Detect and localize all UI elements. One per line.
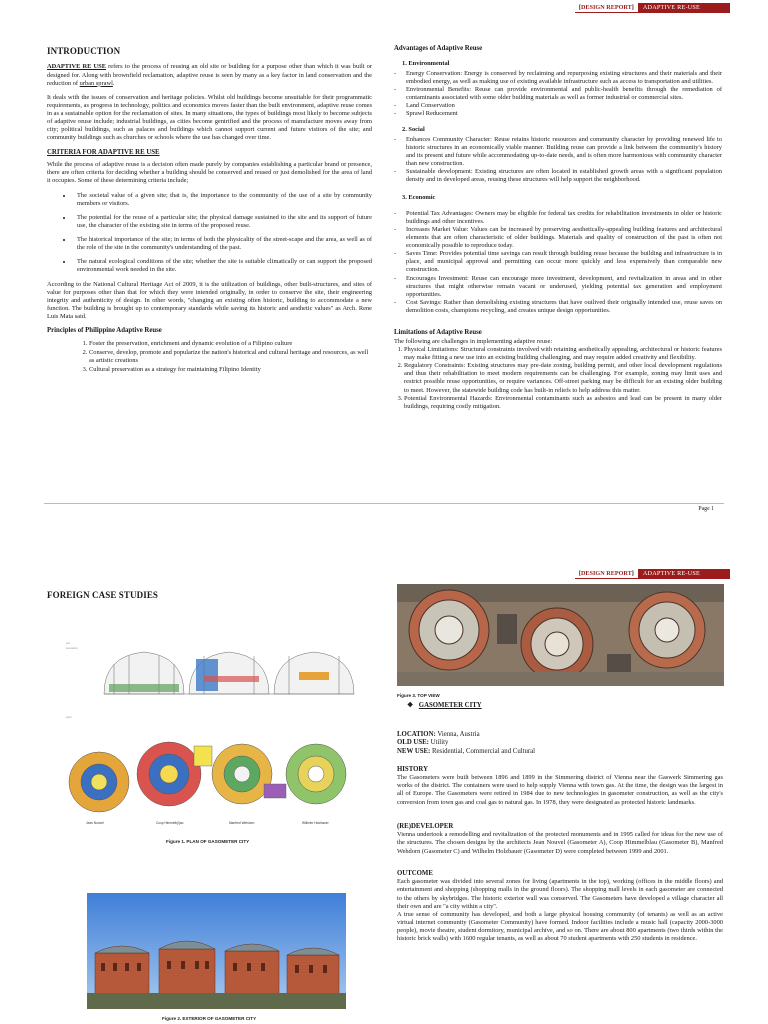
limitations-title: Limitations of Adaptive Reuse xyxy=(394,329,482,337)
plan-label-coop: Coop Himmelb(l)au xyxy=(156,821,184,825)
list-item: - Sprawl Reducement xyxy=(394,110,722,118)
list-item: - Increases Market Value: Values can be increased by preserving aesthetically-appealing building features and architectural elements that are often characteristic of older buildings. Materials and quality of construction of the past is often not economically possible to reproduce today. xyxy=(394,226,722,250)
history-title: HISTORY xyxy=(397,765,428,773)
social-title: 2. Social xyxy=(402,125,425,133)
figure-1-caption: Figure 1. PLAN OF GASOMETER CITY xyxy=(166,839,250,844)
list-item: • The natural ecological conditions of the site; whether the site is suitable climatically or can support the proposed environmental work needed in the site. xyxy=(73,258,372,274)
left-column xyxy=(47,46,372,380)
criteria-paragraph-2: According to the National Cultural Heritage Act of 2009, it is the utilization of buildings, other built-structures, and sites of value for purposes other than that for which they were intended originally, in order to conserve the site, their engineering integrity and authenticity of design. In other words, "changing an existing often historic, building to accommodate a new function. The building is brought up to contemporary standards while saving its historic and aesthetic values" as Arch. Rene Luis Mata said. xyxy=(47,280,372,321)
case-studies-title: FOREIGN CASE STUDIES xyxy=(47,590,159,600)
list-item: 3. Cultural preservation as a strategy for maintaining Filipino Identity xyxy=(89,366,372,374)
outcome-title: OUTCOME xyxy=(397,869,433,877)
list-item: 1. Foster the preservation, enrichment and dynamic evolution of a Filipino culture xyxy=(89,340,372,348)
exterior-photo xyxy=(87,893,346,1009)
principles-list xyxy=(89,340,372,375)
svg-text:plan: plan xyxy=(66,715,72,719)
list-item: - Potential Tax Advantages: Owners may be eligible for federal tax credits for rehabilitation investments in older or historic buildings and other incentives. xyxy=(394,210,722,226)
environmental-list xyxy=(394,70,722,119)
intro-paragraph-1: ADAPTIVE RE USE refers to the process of reusing an old site or building for a purpose other than which it was built or designed for. Along with brownfield reclamation, adaptive reuse is seen by many as a key factor in land conservation and the reduction of urban sprawl. xyxy=(47,63,372,87)
report-label: [DESIGN REPORT] xyxy=(575,3,638,13)
svg-text:cut: cut xyxy=(66,641,71,645)
redeveloper-title: (RE)DEVELOPER xyxy=(397,822,454,830)
economic-list xyxy=(394,210,722,316)
limitations-intro: The following are challenges in implementing adaptive reuse: xyxy=(394,337,553,345)
economic-title: 3. Economic xyxy=(402,194,436,202)
plan-label-wehdorn: Manfred Wehdorn xyxy=(229,821,255,825)
list-item: 3. Potential Environmental Hazards: Environmental contaminants such as asbestos and lead can be present in many older buildings, requiring costly mitigation. xyxy=(404,395,722,411)
diamond-bullet-icon: ❖ xyxy=(407,702,414,709)
report-page-2 xyxy=(0,566,768,1024)
report-tag: ADAPTIVE RE-USE xyxy=(638,3,730,13)
outcome-text-2: A true sense of community has developed, and both a large physical housing community (of tenants) as well as an active virtual internet community (Gasometer Community) have formed. Indoor facilities include a music hall (capacity 2000-3000 people), movie theatre, student dormitory, municipal archive, and so on. There are about 800 apartments (two thirds within the historic brick walls) with 1600 regular tenants, as well as about 70 student apartments with 250 students in residence. xyxy=(397,910,723,943)
limitations-section xyxy=(394,329,722,411)
list-item: - Energy Conservation: Energy is conserved by reclaiming and repurposing existing structures and their materials and their embodied energy, as well as making use of existing available infrastructure such as access to transportation and utilities. xyxy=(394,70,722,86)
list-item: 2. Regulatory Constraints: Existing structures may pre-date zoning, building permit, and other local development regulations and thus their rehabilitation to meet modern requirements can be challenging. For example, zoning may limit uses and restrict possible reuse opportunities, or require variances. Off-street parking may be difficult for an existing older building to meet. However, the statewide building code has built-in reliefs to help address this matter. xyxy=(404,362,722,395)
intro-paragraph-2: It deals with the issues of conservation and heritage policies. Whilst old buildings become unsuitable for their programmatic requirements, as progress in technology, politics and economics moves faster than the built environment, adaptive reuse comes in as a sustainable option for the reclamation of sites. In many situations, the types of buildings most likely to become subjects of adaptive reuse include; industrial buildings, as cities become gentrified and the process of manufacture moves away from city; political buildings, such as palaces and buildings which cannot support current and future visitors of the site; and community buildings such as churches or schools where the use has changed over time. xyxy=(47,93,372,142)
report-label: [DESIGN REPORT] xyxy=(575,569,638,579)
list-item: - Sustainable development: Existing structures are often located in established growth areas with a significant population density and in developed areas, reusing these structures will help support the neighborhood. xyxy=(394,168,722,184)
list-item: 1. Physical Limitations: Structural constraints involved with retaining aesthetically appealing, architectural or historic features may make fitting a new use into an existing building challenging, and may require added creativity and flexibility. xyxy=(404,346,722,362)
list-item: • The historical importance of the site; in terms of both the physicality of the street-scape and the area, as well as of the role of the site in the community's understanding of the past. xyxy=(73,236,372,252)
urban-sprawl-link[interactable]: urban sprawl xyxy=(79,79,113,87)
new-use-row: NEW USE: Residential, Commercial and Cultural xyxy=(397,747,536,755)
case-study-text xyxy=(397,702,723,949)
footer-divider xyxy=(44,503,724,504)
page-number: Page 1 xyxy=(698,506,714,512)
social-list xyxy=(394,136,722,185)
redeveloper-text: Vienna undertook a remodelling and revitalization of the protected monuments and in 1995 called for ideas for the new use of the structures. The chosen designs by the architects Jean Nouvel (Gasometer A), Coop Himmelblau (Gasometer B), Manfred Wehdorn (Gasometer C) and Wilhelm Holzbauer (Gasometer D) were completed between 1999 and 2001. xyxy=(397,831,723,855)
location-row: LOCATION: Vienna, Austria xyxy=(397,730,480,738)
history-text: The Gasometers were built between 1896 and 1899 in the Simmering district of Vienna near the Gaswerk Simmering gas works of the district. The containers were used to help supply Vienna with town gas. At the time, the design was the largest in all of Europe. The Gasometers were retired in 1984 due to new technologies in gasometer construction, as well as the city's conversion from town gas and coal gas to natural gas. In 1978, they were designated as protected historic landmarks. xyxy=(397,774,723,806)
plan-label-nouvel: Jean Nouvel xyxy=(86,821,104,825)
list-item: - Saves Time: Provides potential time savings can result through building reuse because the building and infrastructure is in place, and municipal approval and permitting can occur more quickly and less expensively than comparable new construction. xyxy=(394,250,722,274)
list-item: - Enhances Community Character: Reuse retains historic resources and community character by providing renewed life to historic structures in an economically viable manner. Building reuse can provide a link between the community's history and its present and future while accommodating up-to-date needs, and is often more harmonious with community character than new construction. xyxy=(394,136,722,169)
limitations-list xyxy=(404,346,722,411)
case-title: GASOMETER CITY xyxy=(418,702,482,709)
figure-top-view xyxy=(397,584,724,686)
environmental-title: 1. Environmental xyxy=(402,59,450,67)
page-gap xyxy=(0,520,768,566)
top-view-photo xyxy=(397,584,724,686)
page-header xyxy=(575,3,730,13)
principles-title: Principles of Philippine Adaptive Reuse xyxy=(47,327,162,335)
list-item: - Cost Savings: Rather than demolishing existing structures that have outlived their originally intended use, reuse saves on demolition costs, champions recycling, and creates unique design opportunities. xyxy=(394,299,722,315)
figure-2-caption: Figure 2. EXTERIOR OF GASOMETER CITY xyxy=(162,1016,257,1021)
list-item: - Environmental Benefits: Reuse can provide environmental and public-health benefits through the remediation of contaminants associated with some older building materials as well as former industrial or commercial sites. xyxy=(394,86,722,102)
case-studies-title-wrap xyxy=(47,590,158,607)
intro-term: ADAPTIVE RE USE xyxy=(47,63,106,71)
list-item: 2. Conserve, develop, promote and popularize the nation's historical and cultural heritage and resources, as well as artistic creations xyxy=(89,349,372,365)
plan-drawing xyxy=(64,634,364,830)
case-title-row xyxy=(407,702,723,711)
list-item: • The potential for the reuse of a particular site; the physical damage sustained to the site and its support of future use, the character of the existing site in terms of the proposed reuse. xyxy=(73,214,372,230)
advantages-title: Advantages of Adaptive Reuse xyxy=(394,45,483,52)
figure-plan-gasometer-city xyxy=(64,634,364,830)
page-header xyxy=(575,569,730,579)
plan-label-holzbauer: Wilhelm Holzbauer xyxy=(302,821,329,825)
list-item: - Land Conservation xyxy=(394,102,722,110)
right-column xyxy=(394,43,722,411)
intro-title: INTRODUCTION xyxy=(47,46,121,56)
criteria-paragraph-1: While the process of adaptive reuse is a decision often made purely by companies establishing a particular brand or presence, there are often criteria for deciding whether a building should be conserved and reused or just demolished for the area of land it occupies. Some of these determining criteria include; xyxy=(47,161,372,185)
svg-text:elevation: elevation xyxy=(66,646,79,650)
old-use-row: OLD USE: Utility xyxy=(397,739,449,747)
criteria-list xyxy=(73,192,372,275)
report-tag: ADAPTIVE RE-USE xyxy=(638,569,730,579)
criteria-title: CRITERIA FOR ADAPTIVE RE USE xyxy=(47,148,160,156)
outcome-text-1: Each gasometer was divided into several zones for living (apartments in the top), working (offices in the middle floors) and entertainment and shopping (shopping malls in the ground floors). The shopping mall levels in each gasometer are connected to the others by skybridges. The historic exterior wall was conserved. The Gasometers have developed a village character all their own and are "a city within a city". xyxy=(397,878,723,910)
list-item: - Encourages Investment: Reuse can encourage more investment, development, and revitalization in areas and in other structures that might otherwise remain vacant or underused, yielding potential tax generation and employment opportunities. xyxy=(394,275,722,299)
figure-exterior-gasometer-city xyxy=(87,893,346,1009)
figure-3-caption: Figure 3. TOP VIEW xyxy=(397,693,440,698)
list-item: • The societal value of a given site; that is, the importance to the community of the use of a site by community members or visitors. xyxy=(73,192,372,208)
